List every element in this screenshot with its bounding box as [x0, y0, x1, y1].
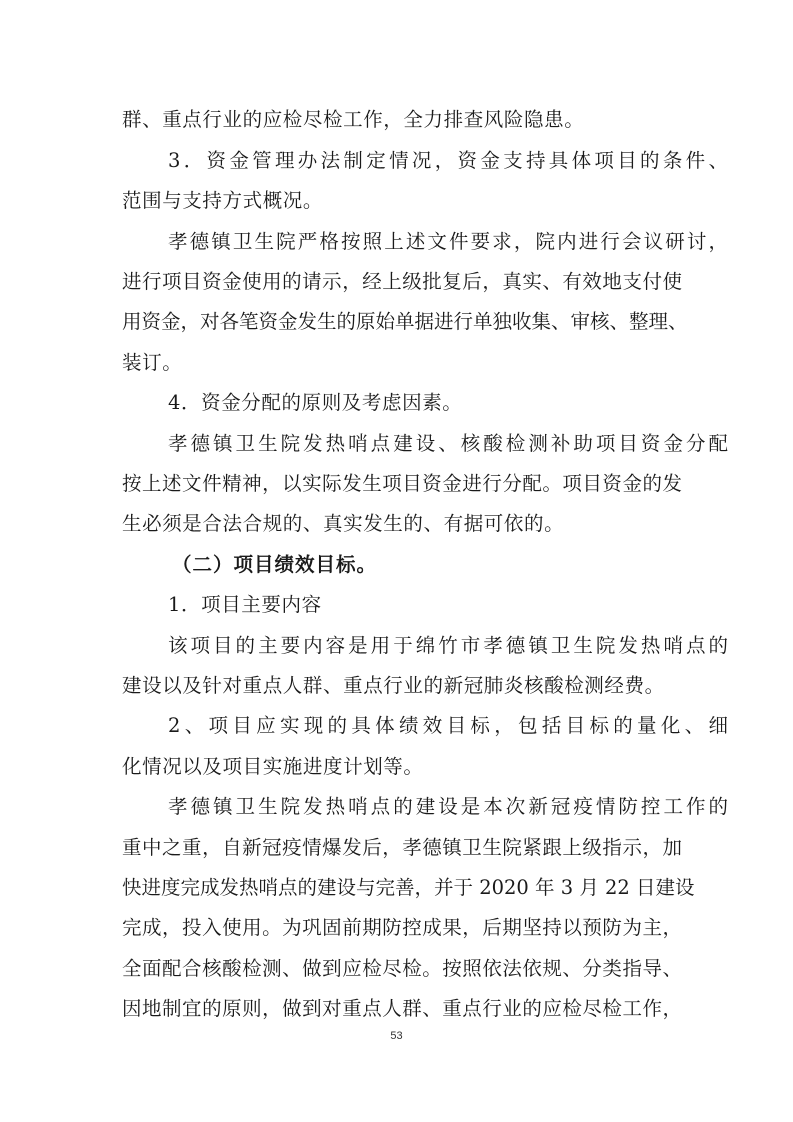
section-title: （二）项目绩效目标。 — [172, 553, 378, 576]
paragraph-line: 装订。 — [122, 351, 183, 374]
paragraph-line: 按上述文件精神，以实际发生项目资金进行分配。项目资金的发 — [122, 472, 682, 495]
paragraph-line: 范围与支持方式概况。 — [122, 189, 324, 212]
paragraph-line: 进行项目资金使用的请示，经上级批复后，真实、有效地支付使 — [122, 270, 682, 293]
paragraph-line: 完成，投入使用。为巩固前期防控成果，后期坚持以预防为主， — [122, 916, 682, 939]
paragraph-line: 生必须是合法合规的、真实发生的、有据可依的。 — [122, 512, 565, 535]
paragraph-line: 群、重点行业的应检尽检工作，全力排查风险隐患。 — [122, 108, 585, 131]
paragraph-line: 快进度完成发热哨点的建设与完善，并于 2020 年 3 月 22 日建设 — [122, 876, 695, 899]
paragraph-line: 孝德镇卫生院发热哨点建设、核酸检测补助项目资金分配 — [168, 432, 728, 455]
paragraph-line: 孝德镇卫生院严格按照上述文件要求，院内进行会议研讨， — [168, 230, 728, 253]
section-heading-4: 4．资金分配的原则及考虑因素。 — [168, 391, 463, 414]
subsection-heading-2: 2、项目应实现的具体绩效目标，包括目标的量化、细 — [168, 714, 728, 737]
paragraph-line: 孝德镇卫生院发热哨点的建设是本次新冠疫情防控工作的 — [168, 795, 728, 818]
subsection-heading-1: 1．项目主要内容 — [168, 593, 322, 616]
paragraph-line: 因地制宜的原则，做到对重点人群、重点行业的应检尽检工作， — [122, 997, 682, 1020]
paragraph-line: 该项目的主要内容是用于绵竹市孝德镇卫生院发热哨点的 — [168, 634, 728, 657]
paragraph-line: 重中之重，自新冠疫情爆发后，孝德镇卫生院紧跟上级指示，加 — [122, 836, 682, 859]
paragraph-line: 用资金，对各笔资金发生的原始单据进行单独收集、审核、整理、 — [122, 310, 688, 333]
paragraph-line: 建设以及针对重点人群、重点行业的新冠肺炎核酸检测经费。 — [122, 674, 665, 697]
paragraph-line: 全面配合核酸检测、做到应检尽检。按照依法依规、分类指导、 — [122, 957, 682, 980]
paragraph-line: 化情况以及项目实施进度计划等。 — [122, 755, 424, 778]
page-number: 53 — [390, 1030, 403, 1042]
section-heading-3: 3．资金管理办法制定情况，资金支持具体项目的条件、 — [168, 149, 728, 172]
